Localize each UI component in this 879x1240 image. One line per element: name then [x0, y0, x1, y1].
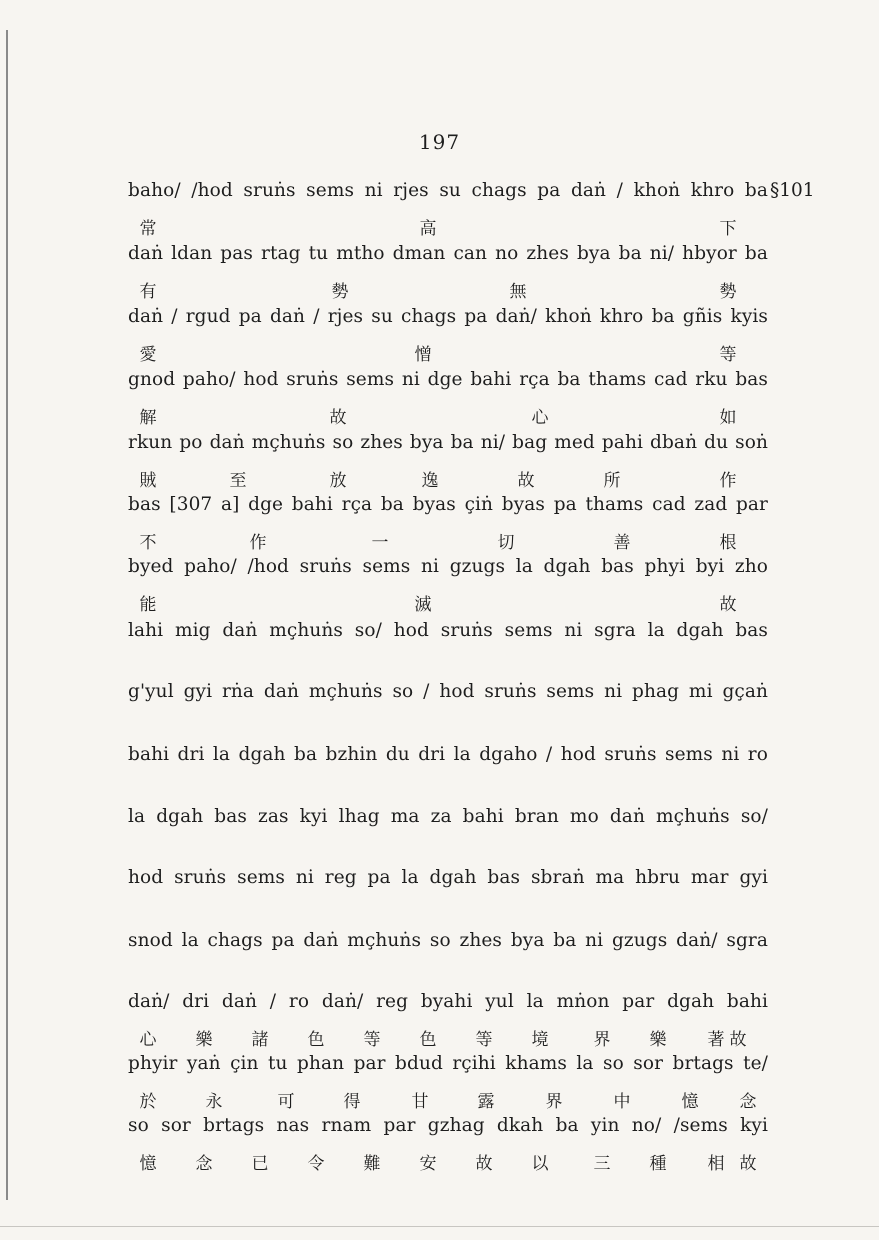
text-line: daṅ/ dri daṅ / ro daṅ/ reg byahi yul la mṅon par dgah bahi [128, 991, 768, 1012]
gloss-line [128, 340, 768, 364]
gloss-line [128, 466, 768, 490]
gloss-char: 故 [475, 1154, 493, 1174]
gloss-line [128, 1149, 768, 1173]
binding-edge [6, 30, 8, 1200]
gloss-char: 界 [545, 1092, 563, 1112]
gloss-char: 露 [477, 1092, 495, 1112]
gloss-char: 根 [719, 533, 737, 553]
text-line: snod la chags pa daṅ mçhuṅs so zhes bya ba ni gzugs daṅ/ sgra [128, 930, 768, 951]
gloss-char: 無 [509, 282, 527, 302]
gloss-line [128, 1087, 768, 1111]
gloss-char: 故 [739, 1154, 757, 1174]
gloss-char: 三 [593, 1154, 611, 1174]
gloss-char: 等 [719, 345, 737, 365]
gloss-char: 色 [307, 1030, 325, 1050]
text-line: daṅ / rgud pa daṅ / rjes su chags pa daṅ/ khoṅ khro ba gñis kyis [128, 306, 768, 327]
gloss-char: 相 [707, 1154, 725, 1174]
gloss-char: 念 [195, 1154, 213, 1174]
gloss-char: 勢 [331, 282, 349, 302]
gloss-char: 永 [205, 1092, 223, 1112]
page-number: 197 [418, 130, 461, 154]
gloss-char: 作 [249, 533, 267, 553]
gloss-char: 逸 [421, 471, 439, 491]
gloss-char: 解 [139, 408, 157, 428]
gloss-char: 以 [531, 1154, 549, 1174]
gloss-char: 憎 [414, 345, 432, 365]
text-line: la dgah bas zas kyi lhag ma za bahi bran mo daṅ mçhuṅs so/ [128, 806, 768, 827]
gloss-char: 故 [729, 1030, 747, 1050]
text-line: so sor brtags nas rnam par gzhag dkah ba yin no/ /sems kyi [128, 1115, 768, 1136]
gloss-char: 作 [719, 471, 737, 491]
gloss-char: 不 [139, 533, 157, 553]
text-line: phyir yaṅ çin tu phan par bdud rçihi khams la so sor brtags te/ [128, 1053, 768, 1074]
gloss-char: 故 [719, 595, 737, 615]
text-line: gnod paho/ hod sruṅs sems ni dge bahi rça ba thams cad rku bas [128, 369, 768, 390]
gloss-char: 滅 [414, 595, 432, 615]
text-line: baho/ /hod sruṅs sems ni rjes su chags pa daṅ / khoṅ khro ba [128, 180, 768, 201]
gloss-char: 善 [613, 533, 631, 553]
gloss-char: 境 [531, 1030, 549, 1050]
gloss-char: 至 [229, 471, 247, 491]
gloss-char: 色 [419, 1030, 437, 1050]
gloss-char: 等 [475, 1030, 493, 1050]
gloss-char: 樂 [195, 1030, 213, 1050]
gloss-line [128, 1025, 768, 1049]
gloss-line [128, 590, 768, 614]
gloss-char: 切 [497, 533, 515, 553]
gloss-char: 故 [517, 471, 535, 491]
gloss-char: 中 [613, 1092, 631, 1112]
gloss-char: 已 [251, 1154, 269, 1174]
gloss-line [128, 214, 768, 238]
gloss-char: 念 [739, 1092, 757, 1112]
text-line: g'yul gyi rṅa daṅ mçhuṅs so / hod sruṅs sems ni phag mi gçaṅ [128, 681, 768, 702]
gloss-char: 界 [593, 1030, 611, 1050]
gloss-char: 令 [307, 1154, 325, 1174]
text-line: lahi mig daṅ mçhuṅs so/ hod sruṅs sems ni sgra la dgah bas [128, 620, 768, 641]
text-line: byed paho/ /hod sruṅs sems ni gzugs la dgah bas phyi byi zho [128, 556, 768, 577]
gloss-char: 安 [419, 1154, 437, 1174]
gloss-char: 於 [139, 1092, 157, 1112]
gloss-char: 甘 [411, 1092, 429, 1112]
text-line: bas [307 a] dge bahi rça ba byas çiṅ byas pa thams cad zad par [128, 494, 768, 515]
gloss-char: 勢 [719, 282, 737, 302]
gloss-line [128, 403, 768, 427]
gloss-char: 著 [707, 1030, 725, 1050]
gloss-char: 種 [649, 1154, 667, 1174]
gloss-char: 所 [603, 471, 621, 491]
gloss-char: 下 [719, 219, 737, 239]
gloss-char: 愛 [139, 345, 157, 365]
text-line: hod sruṅs sems ni reg pa la dgah bas sbraṅ ma hbru mar gyi [128, 867, 768, 888]
gloss-char: 難 [363, 1154, 381, 1174]
gloss-char: 諸 [251, 1030, 269, 1050]
gloss-char: 高 [419, 219, 437, 239]
gloss-line [128, 528, 768, 552]
gloss-char: 如 [719, 408, 737, 428]
gloss-char: 得 [343, 1092, 361, 1112]
gloss-char: 可 [277, 1092, 295, 1112]
gloss-line [128, 277, 768, 301]
gloss-char: 心 [531, 408, 549, 428]
section-mark: §101 [770, 180, 815, 201]
gloss-char: 放 [329, 471, 347, 491]
gloss-char: 故 [329, 408, 347, 428]
gloss-char: 心 [139, 1030, 157, 1050]
gloss-char: 能 [139, 595, 157, 615]
text-line: daṅ ldan pas rtag tu mtho dman can no zhes bya ba ni/ hbyor ba [128, 243, 768, 264]
gloss-char: 等 [363, 1030, 381, 1050]
page-bottom-edge [0, 1226, 879, 1227]
gloss-char: 一 [371, 533, 389, 553]
text-line: bahi dri la dgah ba bzhin du dri la dgaho / hod sruṅs sems ni ro [128, 744, 768, 765]
text-line: rkun po daṅ mçhuṅs so zhes bya ba ni/ bag med pahi dbaṅ du soṅ [128, 432, 768, 453]
gloss-char: 樂 [649, 1030, 667, 1050]
gloss-char: 常 [139, 219, 157, 239]
gloss-char: 憶 [681, 1092, 699, 1112]
gloss-char: 賊 [139, 471, 157, 491]
gloss-char: 憶 [139, 1154, 157, 1174]
gloss-char: 有 [139, 282, 157, 302]
